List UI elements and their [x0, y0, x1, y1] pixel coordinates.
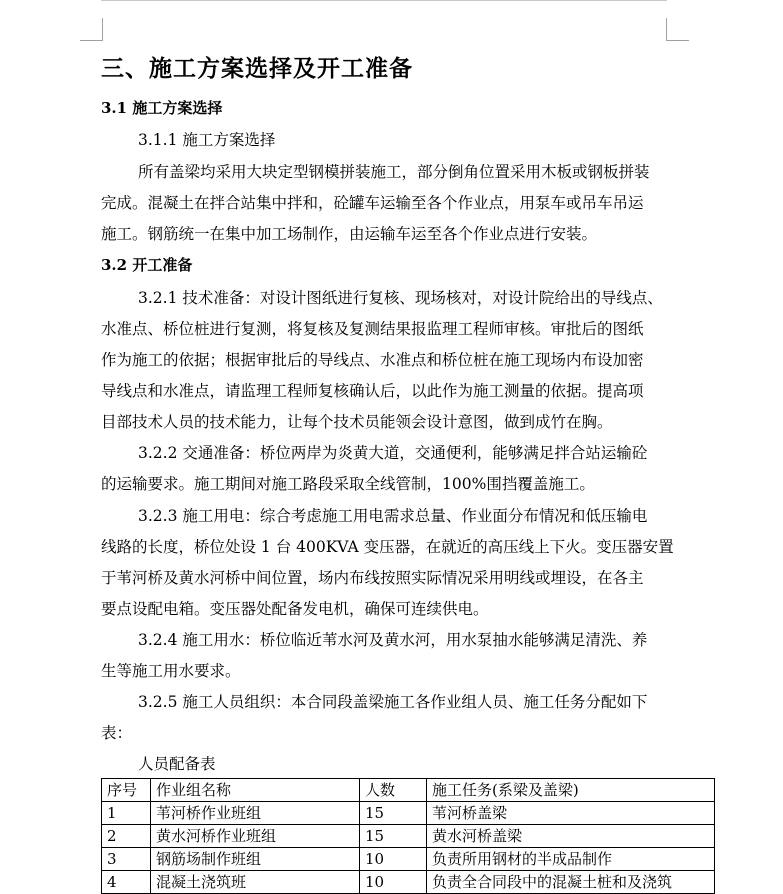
page-top-edge: [101, 0, 667, 1]
paragraph-line: 导线点和水准点，请监理工程师复核确认后，以此作为施工测量的依据。提高项: [101, 382, 644, 400]
paragraph-line: 完成。混凝土在拌合站集中拌和，砼罐车运输至各个作业点，用泵车或吊车吊运: [101, 194, 644, 212]
table-header-cell: 序号: [102, 779, 151, 802]
table-cell: 10: [360, 848, 427, 871]
table-header-cell: 施工任务(系梁及盖梁): [427, 779, 715, 802]
table-row: [102, 802, 715, 825]
table-cell: 4: [102, 871, 151, 894]
table-cell: 10: [360, 871, 427, 894]
table-cell: 钢筋场制作班组: [151, 848, 360, 871]
section-3-1-heading: 3.1 施工方案选择: [101, 99, 223, 117]
paragraph-line: 于苇河桥及黄水河桥中间位置，场内布线按照实际情况采用明线或埋设，在各主: [101, 569, 644, 587]
table-cell: 15: [360, 802, 427, 825]
table-row: [102, 825, 715, 848]
paragraph-line: 3.2.4 施工用水：桥位临近苇水河及黄水河，用水泵抽水能够满足清洗、养: [138, 631, 648, 649]
chapter-heading: 三、施工方案选择及开工准备: [101, 55, 413, 82]
paragraph-line: 3.2.1 技术准备：对设计图纸进行复核、现场核对，对设计院给出的导线点、: [138, 289, 663, 307]
paragraph-line: 3.2.2 交通准备：桥位两岸为炎黄大道，交通便利，能够满足拌合站运输砼: [138, 444, 648, 462]
table-header-cell: 作业组名称: [151, 779, 360, 802]
paragraph-line: 目部技术人员的技术能力，让每个技术员能领会设计意图，做到成竹在胸。: [101, 413, 613, 431]
table-cell: 2: [102, 825, 151, 848]
table-cell: 1: [102, 802, 151, 825]
table-cell: 负责所用钢材的半成品制作: [427, 848, 715, 871]
table-cell: 苇河桥盖梁: [427, 802, 715, 825]
paragraph-line: 3.2.5 施工人员组织：本合同段盖梁施工各作业组人员、施工任务分配如下: [138, 693, 648, 711]
paragraph-line: 要点设配电箱。变压器处配备发电机，确保可连续供电。: [101, 600, 489, 618]
paragraph-line: 所有盖梁均采用大块定型钢模拼装施工，部分倒角位置采用木板或钢板拼装: [138, 163, 650, 181]
table-cell: 3: [102, 848, 151, 871]
table-header-row: [102, 779, 715, 802]
paragraph-line: 的运输要求。施工期间对施工路段采取全线管制，100%围挡覆盖施工。: [101, 475, 595, 493]
table-cell: 负责全合同段中的混凝土桩和及浇筑: [427, 871, 715, 894]
paragraph-line: 3.2.3 施工用电：综合考虑施工用电需求总量、作业面分布情况和低压输电: [138, 507, 648, 525]
table-cell: 15: [360, 825, 427, 848]
table-cell: 黄水河桥盖梁: [427, 825, 715, 848]
crop-mark-left: [80, 18, 103, 41]
paragraph-line: 施工。钢筋统一在集中加工场制作，由运输车运至各个作业点进行安装。: [101, 225, 598, 243]
table-cell: 混凝土浇筑班: [151, 871, 360, 894]
paragraph-line: 水准点、桥位桩进行复测，将复核及复测结果报监理工程师审核。审批后的图纸: [101, 320, 644, 338]
subsection-3-1-1: 3.1.1 施工方案选择: [138, 131, 276, 149]
section-3-2-heading: 3.2 开工准备: [101, 256, 193, 274]
paragraph-line: 作为施工的依据；根据审批后的导线点、水准点和桥位桩在施工现场内布设加密: [101, 351, 644, 369]
table-header-cell: 人数: [360, 779, 427, 802]
paragraph-line: 线路的长度，桥位处设 1 台 400KVA 变压器，在就近的高压线上下火。变压器安置: [101, 538, 674, 556]
table-row: [102, 871, 715, 894]
table-caption: 人员配备表: [138, 755, 216, 773]
staffing-table: [101, 778, 715, 894]
table-cell: 黄水河桥作业班组: [151, 825, 360, 848]
table-row: [102, 848, 715, 871]
paragraph-line: 表：: [101, 724, 133, 742]
table-cell: 苇河桥作业班组: [151, 802, 360, 825]
crop-mark-right: [666, 18, 689, 41]
paragraph-line: 生等施工用水要求。: [101, 662, 241, 680]
